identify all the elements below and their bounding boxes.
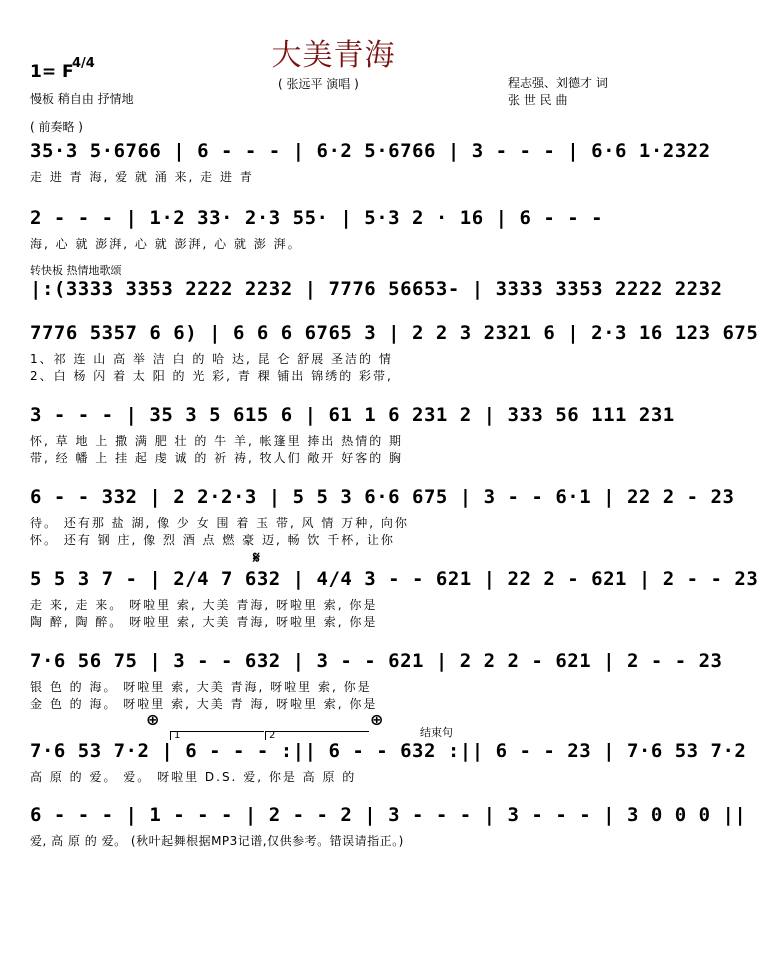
lyrics-verse-2: 2、白 杨 闪 着 太 阳 的 光 彩, 青 稞 铺出 锦绣的 彩带, [30, 369, 393, 383]
system-2 [30, 207, 670, 261]
notation-line: 5 5 3 7 - | 2/4 7 632 | 4/4 3 - - 621 | 22 2 - 621 | 2 - - 23 [30, 568, 758, 590]
time-signature: 4/4 [72, 56, 95, 71]
system-7 [30, 568, 758, 629]
section-label: 转快板 热情地歌颂 [30, 264, 122, 277]
system-4 [30, 322, 758, 383]
lyrics-verse-2: 金 色 的 海。 呀啦里 索, 大美 青 海, 呀啦里 索, 你是 [30, 697, 378, 711]
system-6 [30, 486, 735, 547]
lyrics-verse-1: 银 色 的 海。 呀啦里 索, 大美 青海, 呀啦里 索, 你是 [30, 680, 372, 694]
lyrics-line: 海, 心 就 澎湃, 心 就 澎湃, 心 就 澎 湃。 [30, 237, 302, 251]
coda-sign: ⊕ [146, 710, 160, 729]
second-ending-bracket: 2 [265, 731, 369, 740]
lyrics-verse-1: 怀, 草 地 上 撒 满 肥 壮 的 牛 羊, 帐篷里 捧出 热情的 期 [30, 434, 404, 448]
notation-line: 3 - - - | 35 3 5 615 6 | 61 1 6 231 2 | 333 56 111 231 [30, 404, 675, 426]
system-9 [30, 740, 747, 794]
lyrics-line: 高 原 的 爱。 爱。 呀啦里 D.S. 爱, 你是 高 原 的 [30, 770, 357, 784]
notation-line: 6 - - - | 1 - - - | 2 - - 2 | 3 - - - | 3 - - - | 3 0 0 0 || [30, 804, 747, 826]
composer: 张 世 民 曲 [508, 93, 568, 107]
key-signature: 1= F [30, 62, 74, 82]
notation-line: |:(3333 3353 2222 2232 | 7776 56653- | 3333 3353 2222 2232 [30, 278, 723, 300]
tempo-marking: 慢板 稍自由 抒情地 [30, 92, 134, 106]
lyrics-verse-2: 怀。 还有 钢 庄, 像 烈 酒 点 燃 豪 迈, 畅 饮 千杯, 让你 [30, 533, 395, 547]
coda-label: 结束句 [420, 726, 453, 739]
segno-sign: 𝄋 [253, 548, 260, 567]
notation-line: 35·3 5·6766 | 6 - - - | 6·2 5·6766 | 3 - - - | 6·6 1·2322 [30, 140, 711, 162]
notation-line: 6 - - 332 | 2 2·2·3 | 5 5 3 6·6 675 | 3 - - 6·1 | 22 2 - 23 [30, 486, 735, 508]
system-1 [30, 140, 711, 194]
notation-line: 7·6 53 7·2 | 6 - - - :|| 6 - - 632 :|| 6 - - 23 | 7·6 53 7·2 [30, 740, 747, 762]
first-ending-bracket: 1 [170, 731, 264, 740]
lyrics-verse-1: 1、祁 连 山 高 举 洁 白 的 哈 达, 昆 仑 舒展 圣洁的 情 [30, 352, 393, 366]
lyrics-line: 爱, 高 原 的 爱。 (秋叶起舞根据MP3记谱,仅供参考。错误请指正。) [30, 834, 404, 848]
lyricist: 程志强、刘德才 词 [508, 76, 608, 90]
lyrics-verse-2: 陶 醉, 陶 醉。 呀啦里 索, 大美 青海, 呀啦里 索, 你是 [30, 615, 378, 629]
song-title: 大美青海 [271, 38, 396, 73]
intro-note: ( 前奏略 ) [30, 120, 83, 134]
notation-line: 7·6 56 75 | 3 - - 632 | 3 - - 621 | 2 2 2 - 621 | 2 - - 23 [30, 650, 723, 672]
lyrics-verse-2: 带, 经 幡 上 挂 起 虔 诚 的 祈 祷, 牧人们 敞开 好客的 胸 [30, 451, 404, 465]
system-5 [30, 404, 675, 465]
notation-line: 2 - - - | 1·2 33· 2·3 55· | 5·3 2 · 16 | 6 - - - [30, 207, 604, 229]
performer: ( 张远平 演唱 ) [278, 77, 359, 91]
notation-line: 7776 5357 6 6) | 6 6 6 6765 3 | 2 2 3 2321 6 | 2·3 16 123 675 [30, 322, 758, 344]
lyrics-verse-1: 走 来, 走 来。 呀啦里 索, 大美 青海, 呀啦里 索, 你是 [30, 598, 378, 612]
lyrics-verse-1: 待。 还有那 盐 湖, 像 少 女 围 着 玉 带, 风 情 万种, 向你 [30, 516, 409, 530]
coda-sign: ⊕ [370, 710, 384, 729]
lyrics-line: 走 进 青 海, 爱 就 涌 来, 走 进 青 [30, 170, 254, 184]
system-10 [30, 804, 747, 858]
system-8 [30, 650, 723, 711]
